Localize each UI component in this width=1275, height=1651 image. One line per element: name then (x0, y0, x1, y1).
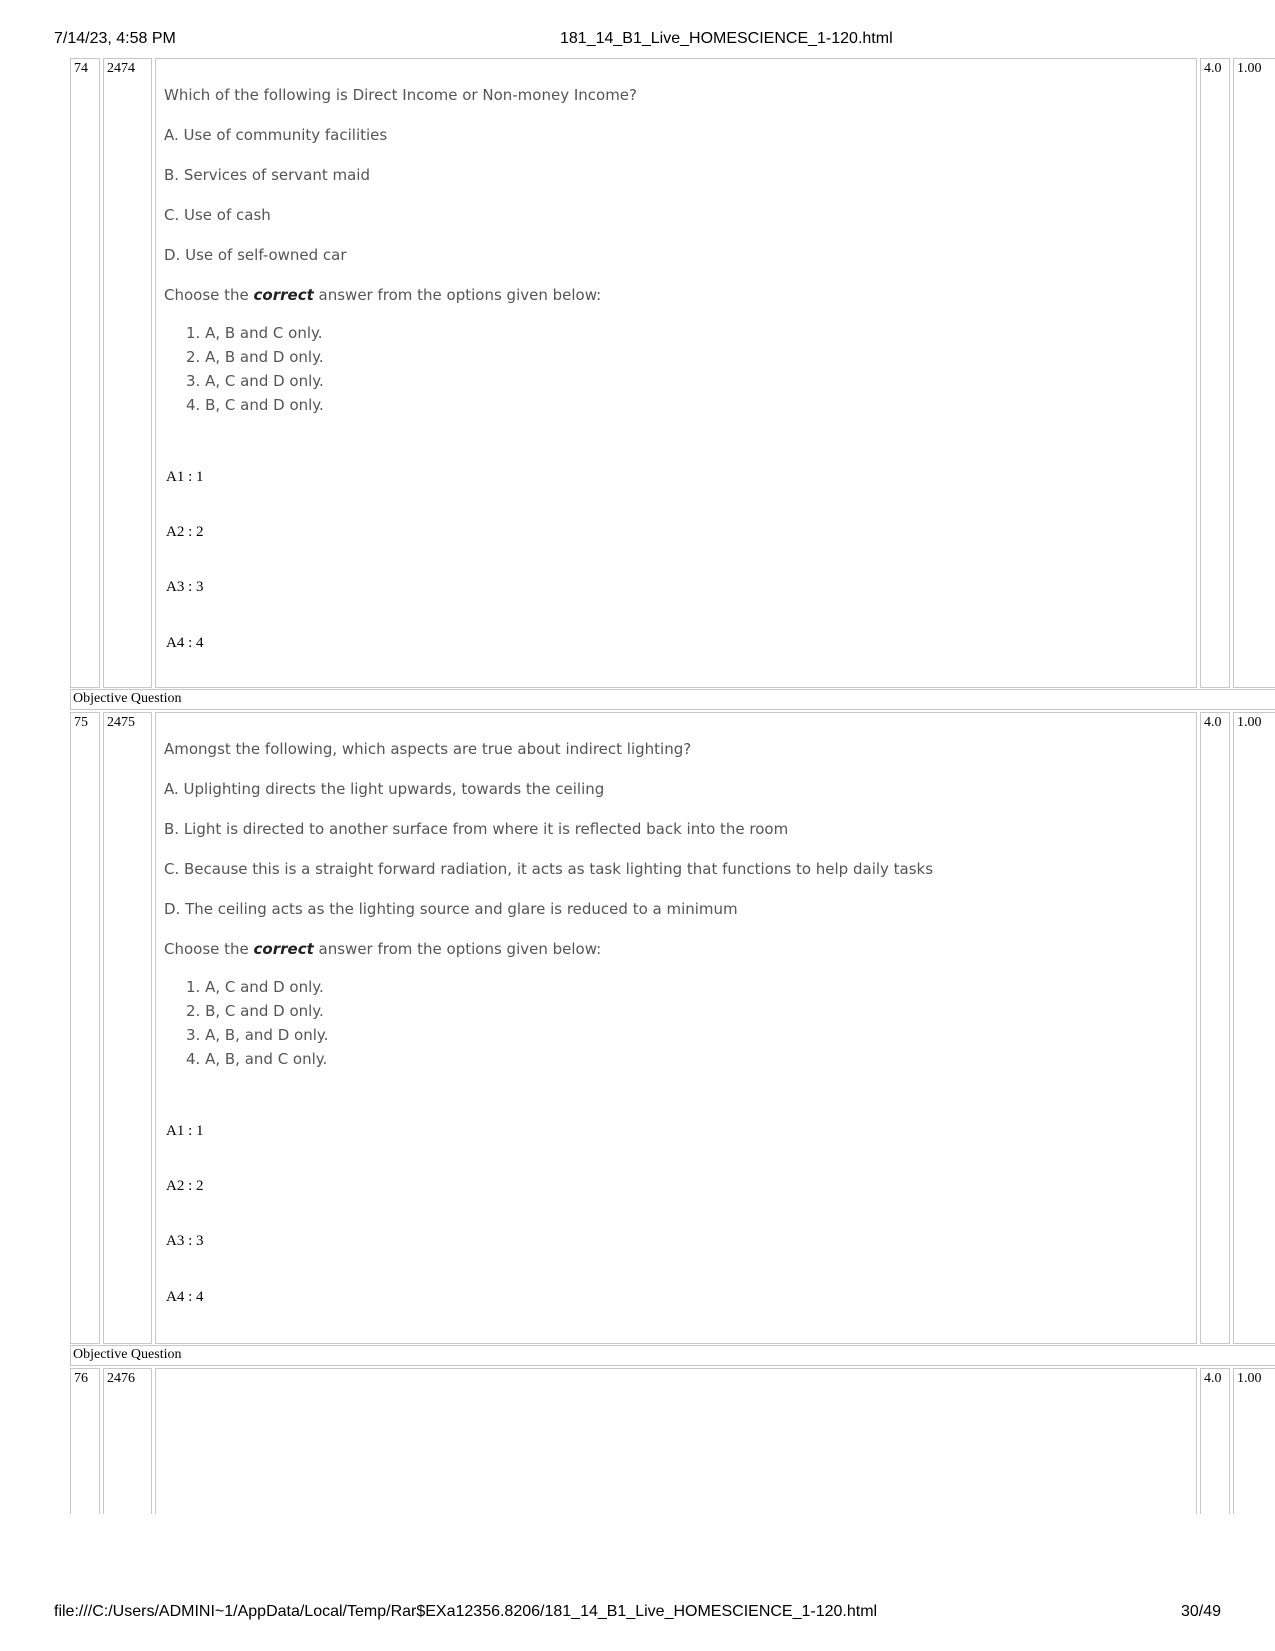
answer-option: A3 : 3 (166, 1233, 204, 1249)
question-type: Objective Question (70, 689, 1275, 710)
option-item: 4. A, B, and C only. (186, 1050, 328, 1068)
statement-b: B. Services of servant maid (164, 166, 371, 184)
print-url: file:///C:/Users/ADMINI~1/AppData/Local/Temp/Rar$EXa12356.8206/181_14_B1_Live_HOMESCIENCE_1-120.html (54, 1603, 878, 1620)
choose-instruction (164, 286, 601, 304)
option-item: 2. B, C and D only. (186, 1002, 324, 1020)
negative-marks: 1.00 (1233, 1368, 1275, 1514)
choose-suffix: answer from the options given below: (313, 286, 602, 304)
statement-a: A. Use of community facilities (164, 126, 388, 144)
serial-number: 74 (70, 58, 100, 688)
statement-a: A. Uplighting directs the light upwards, towards the ceiling (164, 780, 605, 798)
option-item: 3. A, C and D only. (186, 372, 324, 390)
question-body (155, 1368, 1197, 1514)
negative-marks: 1.00 (1233, 712, 1275, 1344)
marks: 4.0 (1200, 712, 1230, 1344)
statement-d: D. Use of self-owned car (164, 246, 347, 264)
statement-c: C. Because this is a straight forward radiation, it acts as task lighting that functions to help daily tasks (164, 860, 934, 878)
choose-suffix: answer from the options given below: (313, 940, 602, 958)
negative-marks: 1.00 (1233, 58, 1275, 688)
question-stem: Which of the following is Direct Income or Non-money Income? (164, 86, 637, 104)
marks: 4.0 (1200, 1368, 1230, 1514)
option-item: 1. A, B and C only. (186, 324, 323, 342)
choose-emphasis: correct (253, 940, 314, 958)
question-row (70, 1368, 1262, 1514)
choose-emphasis: correct (253, 286, 314, 304)
choose-prefix: Choose the (164, 940, 254, 958)
question-stem: Amongst the following, which aspects are true about indirect lighting? (164, 740, 692, 758)
option-item: 2. A, B and D only. (186, 348, 324, 366)
page-number: 30/49 (1180, 1603, 1221, 1620)
choose-instruction (164, 940, 601, 958)
answer-option: A1 : 1 (166, 1123, 204, 1139)
answer-option: A4 : 4 (166, 635, 204, 651)
question-row (70, 712, 1262, 1344)
question-body (155, 58, 1197, 688)
question-id: 2476 (103, 1368, 152, 1514)
question-body (155, 712, 1197, 1344)
statement-d: D. The ceiling acts as the lighting source and glare is reduced to a minimum (164, 900, 738, 918)
question-row (70, 58, 1262, 688)
statement-c: C. Use of cash (164, 206, 271, 224)
print-datetime: 7/14/23, 4:58 PM (54, 30, 176, 47)
answer-option: A4 : 4 (166, 1289, 204, 1305)
marks: 4.0 (1200, 58, 1230, 688)
option-list (186, 975, 328, 1071)
answer-option: A1 : 1 (166, 469, 204, 485)
serial-number: 76 (70, 1368, 100, 1514)
statement-b: B. Light is directed to another surface from where it is reflected back into the room (164, 820, 789, 838)
question-type: Objective Question (70, 1345, 1275, 1366)
print-title: 181_14_B1_Live_HOMESCIENCE_1-120.html (560, 30, 893, 47)
question-id: 2474 (103, 58, 152, 688)
option-item: 4. B, C and D only. (186, 396, 324, 414)
option-item: 1. A, C and D only. (186, 978, 324, 996)
option-list (186, 321, 324, 417)
question-id: 2475 (103, 712, 152, 1344)
option-item: 3. A, B, and D only. (186, 1026, 329, 1044)
choose-prefix: Choose the (164, 286, 254, 304)
serial-number: 75 (70, 712, 100, 1344)
answer-option: A3 : 3 (166, 579, 204, 595)
answer-option: A2 : 2 (166, 524, 204, 540)
answer-option: A2 : 2 (166, 1178, 204, 1194)
